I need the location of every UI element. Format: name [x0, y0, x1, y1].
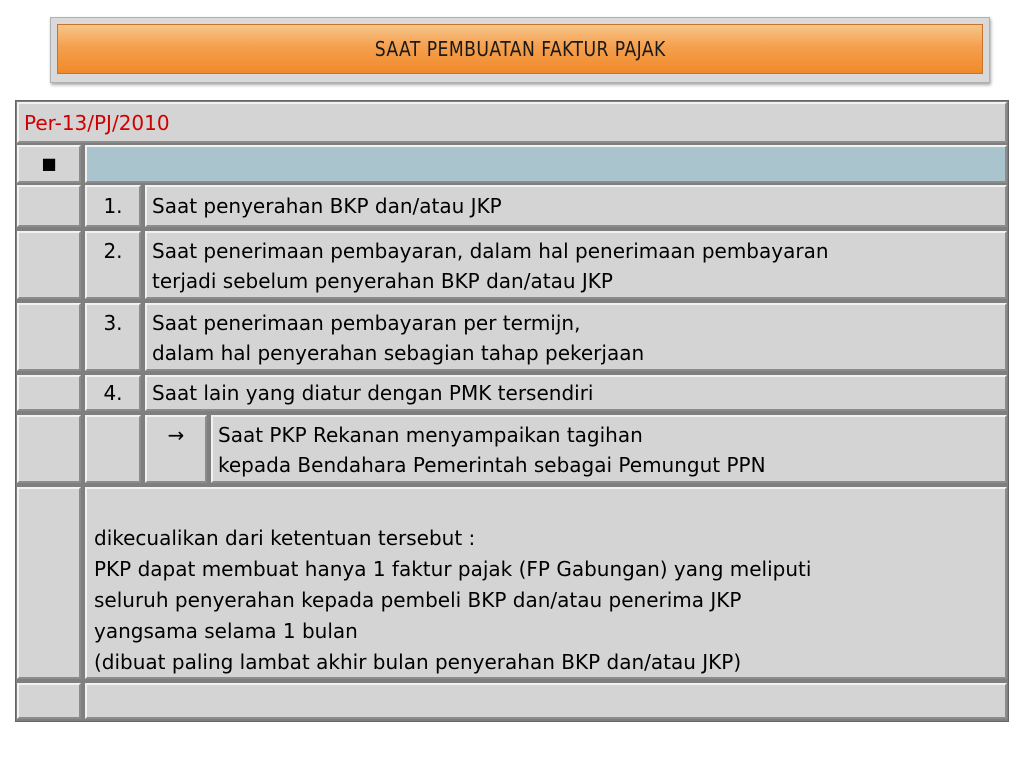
- item-text-line: Saat penerimaan pembayaran per termijn,: [152, 311, 581, 335]
- item-text-line: terjadi sebelum penyerahan BKP dan/atau JKP: [152, 269, 613, 293]
- regulation-label: Per-13/PJ/2010: [24, 110, 170, 135]
- item-text: Saat penyerahan BKP dan/atau JKP: [152, 194, 502, 218]
- sub-item-text-line: kepada Bendahara Pemerintah sebagai Pemungut PPN: [218, 453, 766, 477]
- spacer-cell: [17, 487, 81, 679]
- spacer-cell: [17, 185, 81, 227]
- blue-header-cell: [85, 145, 1007, 183]
- slide-title: SAAT PEMBUATAN FAKTUR PAJAK: [374, 37, 666, 61]
- bullet-cell: [17, 145, 81, 183]
- regulation-cell: [17, 102, 1007, 143]
- exception-cell: [85, 487, 1007, 679]
- item-number-cell: [85, 303, 141, 371]
- exception-line: PKP dapat membuat hanya 1 faktur pajak (FP Gabungan) yang meliputi: [94, 557, 812, 581]
- spacer-cell: [17, 683, 81, 719]
- item-number-cell: [85, 231, 141, 299]
- item-number: 4.: [103, 381, 123, 405]
- sub-item-text-cell: [211, 415, 1007, 483]
- item-text-cell: [145, 231, 1007, 299]
- spacer-cell: [85, 415, 141, 483]
- item-text-cell: [145, 303, 1007, 371]
- content-table: [15, 100, 1009, 722]
- item-text-line: Saat penerimaan pembayaran, dalam hal penerimaan pembayaran: [152, 239, 829, 263]
- spacer-cell: [17, 231, 81, 299]
- exception-line: yangsama selama 1 bulan: [94, 619, 358, 643]
- sub-item-text-line: Saat PKP Rekanan menyampaikan tagihan: [218, 423, 643, 447]
- item-number-cell: [85, 375, 141, 411]
- right-arrow-icon: →: [167, 423, 185, 447]
- exception-line: (dibuat paling lambat akhir bulan penyerahan BKP dan/atau JKP): [94, 650, 742, 674]
- spacer-cell: [17, 375, 81, 411]
- item-number-cell: [85, 185, 141, 227]
- bullet-square-icon: ■: [41, 154, 57, 173]
- item-text-cell: [145, 185, 1007, 227]
- title-banner: [50, 17, 990, 83]
- item-number: 2.: [103, 239, 123, 263]
- exception-line: seluruh penyerahan kepada pembeli BKP dan/atau penerima JKP: [94, 588, 742, 612]
- item-text: Saat lain yang diatur dengan PMK tersendiri: [152, 381, 594, 405]
- item-number: 3.: [103, 311, 123, 335]
- title-banner-inner: [57, 24, 983, 74]
- spacer-cell: [17, 415, 81, 483]
- empty-footer-cell: [85, 683, 1007, 719]
- item-text-cell: [145, 375, 1007, 411]
- arrow-cell: [145, 415, 207, 483]
- item-number: 1.: [103, 194, 123, 218]
- spacer-cell: [17, 303, 81, 371]
- exception-line: dikecualikan dari ketentuan tersebut :: [94, 526, 476, 550]
- item-text-line: dalam hal penyerahan sebagian tahap pekerjaan: [152, 341, 645, 365]
